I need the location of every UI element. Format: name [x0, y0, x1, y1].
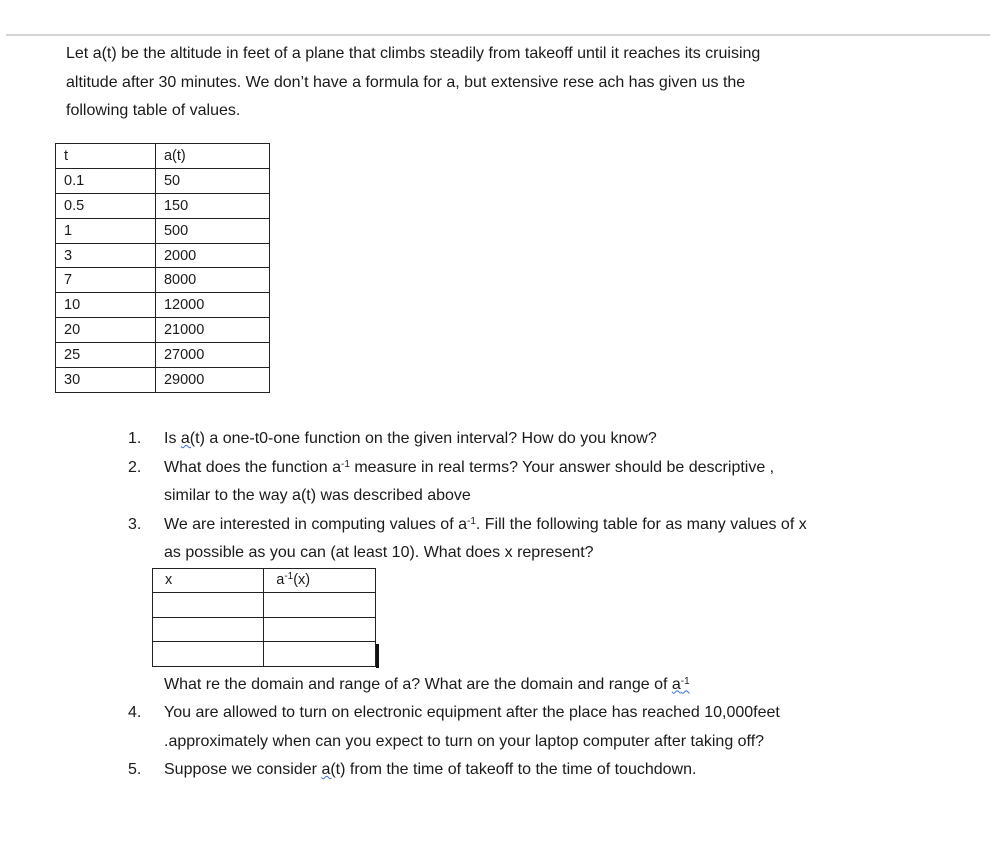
question-3-line-2: as possible as you can (at least 10). What does x represent? [164, 544, 594, 561]
question-2-text-pre: What does the function a [164, 458, 341, 476]
question-5-spellcheck-word: a( [321, 761, 336, 778]
question-3 [128, 511, 928, 568]
intro-line-1: Let a(t) be the altitude in feet of a plane that climbs steadily from takeoff until it reaches its cruising [66, 45, 761, 62]
question-5 [128, 756, 928, 785]
header-a-t: a(t) [155, 144, 269, 169]
domain-range-superscript: -1 [680, 675, 690, 687]
altitude-table-row [56, 293, 270, 318]
altitude-table [55, 143, 270, 393]
inverse-cell[interactable] [153, 593, 264, 618]
cell-t: 10 [56, 293, 156, 318]
question-3-text-pre: We are interested in computing values of a [164, 515, 467, 533]
question-3-text-post: . Fill the following table for as many values of x [475, 515, 807, 533]
cell-t: 25 [56, 343, 156, 368]
cell-a-t: 21000 [155, 318, 269, 343]
question-5-text-post: t) from the time of takeoff to the time of touchdown. [335, 761, 697, 778]
inverse-header-a: a [276, 572, 285, 589]
question-2-text-post: measure in real terms? Your answer should be descriptive , [349, 458, 775, 476]
question-list [128, 425, 928, 785]
altitude-table-row [56, 193, 270, 218]
inverse-table [152, 568, 376, 667]
cell-t: 30 [56, 368, 156, 393]
domain-range-a: a [671, 675, 681, 693]
inverse-cell[interactable] [153, 642, 264, 667]
inverse-table-header [153, 568, 376, 593]
inverse-header-x: x [153, 568, 264, 593]
cell-t: 7 [56, 268, 156, 293]
inverse-cell[interactable] [264, 593, 376, 618]
altitude-table-row [56, 268, 270, 293]
inverse-header-x-paren: (x) [293, 572, 311, 589]
inverse-table-row [153, 642, 376, 667]
cell-a-t: 2000 [155, 243, 269, 268]
question-1-text-pre: Is [164, 430, 181, 447]
question-3-superscript: -1 [466, 515, 476, 527]
inverse-table-row [153, 593, 376, 618]
cell-t: 3 [56, 243, 156, 268]
question-3-number: 3. [128, 515, 142, 533]
inverse-cell[interactable] [264, 617, 376, 642]
cell-a-t: 8000 [155, 268, 269, 293]
question-5-text-pre: Suppose we consider [164, 761, 322, 778]
cell-a-t: 12000 [155, 293, 269, 318]
inverse-cell[interactable] [264, 642, 376, 667]
domain-range-question [128, 671, 928, 700]
cell-t: 0.5 [56, 193, 156, 218]
question-1 [128, 425, 928, 454]
question-2 [128, 454, 928, 511]
question-1-text-post: t) a one-t0-one function on the given interval? How do you know? [195, 430, 657, 447]
header-t: t [56, 144, 156, 169]
inverse-cell[interactable] [153, 617, 264, 642]
altitude-table-row [56, 368, 270, 393]
inverse-header-a-inv [264, 568, 376, 593]
inverse-header-superscript: -1 [284, 571, 294, 583]
question-1-spellcheck-word: a( [180, 430, 196, 447]
altitude-table-row [56, 243, 270, 268]
cell-a-t: 50 [155, 168, 269, 193]
altitude-table-row [56, 343, 270, 368]
question-4-line-1: You are allowed to turn on electronic equipment after the place has reached 10,000feet [164, 704, 780, 721]
cell-a-t: 150 [155, 193, 269, 218]
cell-t: 0.1 [56, 168, 156, 193]
domain-range-text: What re the domain and range of a? What are the domain and range of [164, 675, 672, 693]
altitude-table-header [56, 144, 270, 169]
question-2-number: 2. [128, 458, 142, 476]
intro-paragraph [66, 40, 896, 126]
page-top-rule [6, 34, 990, 36]
question-4-line-2: .approximately when can you expect to turn on your laptop computer after taking off? [164, 732, 765, 750]
question-2-superscript: -1 [341, 458, 350, 470]
question-5-number: 5. [128, 761, 142, 778]
cell-a-t: 27000 [155, 343, 269, 368]
question-1-number: 1. [128, 430, 142, 447]
cell-t: 20 [56, 318, 156, 343]
altitude-table-row [56, 218, 270, 243]
inverse-table-row [153, 617, 376, 642]
question-4 [128, 699, 928, 756]
cell-a-t: 500 [155, 218, 269, 243]
cell-a-t: 29000 [155, 368, 269, 393]
text-cursor [376, 644, 379, 668]
question-4-number: 4. [128, 704, 142, 721]
intro-line-2: altitude after 30 minutes. We don’t have a formula for a, but extensive rese ach has given us the [66, 73, 746, 91]
domain-range-spellcheck-word [672, 676, 690, 693]
altitude-table-row [56, 318, 270, 343]
intro-line-3: following table of values. [66, 102, 241, 119]
question-2-line-2: similar to the way a(t) was described above [164, 487, 471, 504]
cell-t: 1 [56, 218, 156, 243]
altitude-table-row [56, 168, 270, 193]
